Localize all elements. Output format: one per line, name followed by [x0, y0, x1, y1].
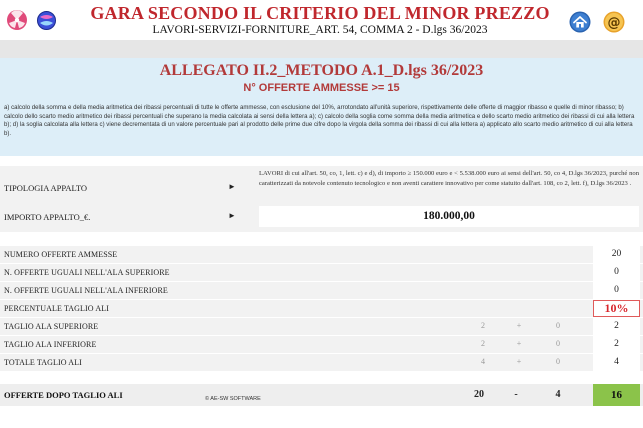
allegato-title: ALLEGATO II.2_METODO A.1_D.lgs 36/2023: [159, 62, 484, 79]
tipologia-value[interactable]: LAVORI di cui all'art. 50, co, 1, lett. c) e d), di importo ≥ 150.000 euro e < 5.538.000 euro ai sensi dell'art. 50, co 4, D.lgs 36/2023, purché non caratterizzati da notevole contenuto tecnologico e non aventi carattere innovativo per come statuito dall'art. 108, co 2, lett. f), D.lgs 36/2023 .: [259, 170, 639, 187]
radioactive-logo-icon: [6, 9, 28, 31]
table-row: [0, 246, 643, 264]
tipologia-label: TIPOLOGIA APPALTO: [4, 183, 88, 193]
spacer: [0, 232, 643, 246]
final-result: 16: [593, 384, 640, 406]
spacer: [0, 372, 643, 384]
header: [0, 0, 643, 40]
final-operand-a: 20: [474, 389, 484, 400]
row-operand-b: 0: [556, 339, 560, 348]
row-label: TOTALE TAGLIO ALI: [4, 358, 82, 367]
spacer: [0, 156, 643, 166]
row-value: 2: [593, 318, 640, 335]
row-operator: +: [516, 321, 522, 330]
row-label: N. OFFERTE UGUALI NELL'ALA SUPERIORE: [4, 268, 170, 277]
globe-logo-icon: [37, 11, 56, 30]
table-row: [0, 300, 643, 318]
row-operand-b: 0: [556, 357, 560, 366]
row-label: TAGLIO ALA INFERIORE: [4, 340, 97, 349]
row-operand-a: 4: [481, 357, 485, 366]
row-operator: +: [516, 339, 522, 348]
allegato-panel: [0, 58, 643, 156]
row-value: 4: [593, 354, 640, 371]
row-operand-a: 2: [481, 321, 485, 330]
row-value: 2: [593, 336, 640, 353]
percentuale-taglio-value: 10%: [593, 300, 640, 317]
final-operand-b: 4: [555, 389, 561, 400]
row-operator: +: [516, 357, 522, 366]
page-subtitle: LAVORI-SERVIZI-FORNITURE_ART. 54, COMMA 2 - D.lgs 36/2023: [152, 24, 488, 36]
row-label: N. OFFERTE UGUALI NELL'ALA INFERIORE: [4, 286, 168, 295]
offerte-ammesse-heading: N° OFFERTE AMMESSE >= 15: [243, 82, 400, 94]
table-row: [0, 282, 643, 300]
final-label: OFFERTE DOPO TAGLIO ALI: [4, 390, 123, 400]
final-operator: -: [514, 389, 518, 400]
row-value: 20: [593, 246, 640, 263]
row-label: NUMERO OFFERTE AMMESSE: [4, 250, 118, 259]
importo-arrow-icon: ►: [228, 211, 236, 220]
table-row: [0, 336, 643, 354]
summary-table: [0, 246, 643, 372]
row-value[interactable]: 0: [593, 282, 640, 299]
table-row: [0, 354, 643, 372]
row-operand-b: 0: [556, 321, 560, 330]
importo-field[interactable]: [259, 206, 639, 227]
tipologia-arrow-icon: ►: [228, 182, 236, 191]
row-operand-a: 2: [481, 339, 485, 348]
final-row: [0, 384, 643, 406]
method-description: a) calcolo della somma e della media aritmetica dei ribassi percentuali di tutte le offerte ammesse, con esclusione del 10%, arrotondato all'unità superiore, rispettivamente delle offerte di maggior ribasso e quelle di minor ribasso; b) calcolo dello scarto medio aritmetico dei ribassi percentuali che superano la media calcolata ai sensi della lettera a); c) calcolo della soglia come somma della media aritmetica e dello scarto medio aritmetico dei ribassi di cui alla lettera b); d) la soglia calcolata alla lettera c) viene decrementata di un valore percentuale pari al prodotto delle prime due cifre dopo la virgola della somma dei ribassi di cui alla lettera a) applicato allo scarto medio aritmetico di cui alla lettera b).: [4, 104, 635, 137]
svg-text:@: @: [607, 15, 621, 31]
importo-value: 180.000,00: [423, 210, 475, 222]
separator-strip: [0, 40, 643, 58]
row-value[interactable]: 0: [593, 264, 640, 281]
home-icon[interactable]: [569, 11, 591, 33]
row-label: TAGLIO ALA SUPERIORE: [4, 322, 99, 331]
spacer: [0, 406, 643, 428]
importo-label: IMPORTO APPALTO_€.: [4, 212, 91, 222]
page-title: GARA SECONDO IL CRITERIO DEL MINOR PREZZO: [90, 3, 550, 23]
appalto-section: [0, 166, 643, 232]
email-at-icon[interactable]: [603, 11, 625, 33]
row-label: PERCENTUALE TAGLIO ALI: [4, 304, 109, 313]
table-row: [0, 264, 643, 282]
table-row: [0, 318, 643, 336]
copyright-text: © AE-SW SOFTWARE: [205, 396, 261, 402]
